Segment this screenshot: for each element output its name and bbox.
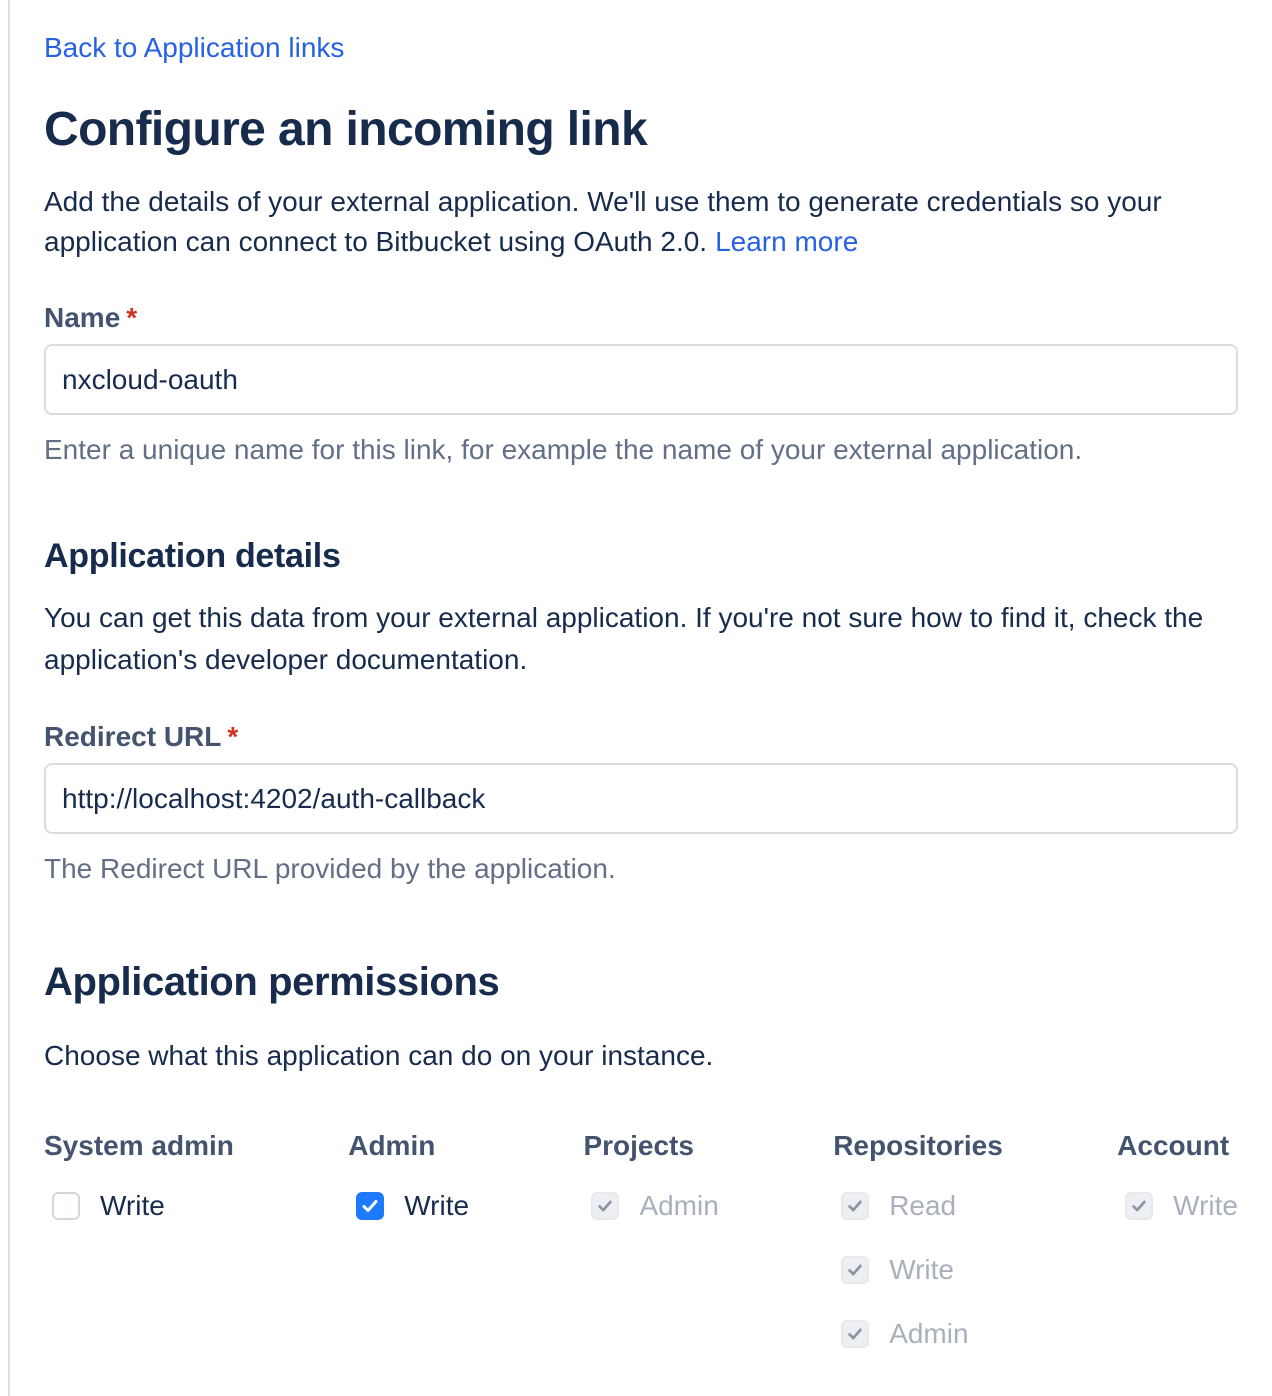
permission-column-header: Projects: [583, 1130, 694, 1161]
checkbox-unchecked[interactable]: [52, 1192, 80, 1220]
checkmark-icon: [846, 1325, 864, 1343]
permission-option-repositories-admin: [833, 1318, 1003, 1350]
permission-column-system-admin: [44, 1130, 234, 1222]
permission-column-header: System admin: [44, 1130, 234, 1161]
redirect-url-input[interactable]: [44, 763, 1238, 834]
permission-column-header: Admin: [348, 1130, 436, 1161]
checkbox-checked-disabled: [841, 1192, 869, 1220]
permission-option-label: Write: [1173, 1190, 1238, 1221]
permissions-grid: [44, 1130, 1238, 1350]
required-asterisk: *: [126, 302, 138, 333]
checkbox-checked[interactable]: [356, 1192, 384, 1220]
checkbox-checked-disabled: [841, 1256, 869, 1284]
learn-more-link[interactable]: Learn more: [715, 226, 859, 257]
checkbox-checked-disabled: [841, 1320, 869, 1348]
checkbox-checked-disabled: [1125, 1192, 1153, 1220]
checkmark-icon: [846, 1197, 864, 1215]
permission-option-label: Read: [889, 1190, 957, 1221]
checkbox-checked-disabled: [591, 1192, 619, 1220]
checkmark-icon: [360, 1196, 380, 1216]
permission-column-admin: [348, 1130, 469, 1222]
permission-option-projects-admin: [583, 1190, 718, 1222]
page-title: Configure an incoming link: [44, 103, 648, 156]
checkmark-icon: [596, 1197, 614, 1215]
name-input[interactable]: [44, 344, 1238, 415]
permission-option-label: Write: [100, 1190, 165, 1221]
application-details-heading: Application details: [44, 537, 341, 575]
application-details-description: You can get this data from your external application. If you're not sure how to find it, check the application's developer documentation.: [44, 602, 1204, 675]
intro-text: Add the details of your external application. We'll use them to generate credentials so your application can connect to Bitbucket using OAuth 2.0.: [44, 186, 1162, 257]
permission-column-repositories: [833, 1130, 1003, 1350]
application-permissions-description: Choose what this application can do on your instance.: [44, 1040, 714, 1071]
permission-option-label: Write: [404, 1190, 470, 1221]
redirect-url-field-label: Redirect URL *: [44, 721, 239, 752]
permission-column-projects: [583, 1130, 718, 1222]
permission-option-repositories-write: [833, 1254, 1003, 1286]
name-field-label: Name *: [44, 302, 138, 333]
permission-option-label: Write: [889, 1254, 955, 1285]
intro-paragraph: [44, 182, 1224, 262]
permission-option-label: Admin: [889, 1318, 969, 1349]
back-to-application-links-link[interactable]: Back to Application links: [44, 32, 345, 63]
permission-option-admin-write[interactable]: [348, 1190, 469, 1222]
permission-option-account-write: [1117, 1190, 1238, 1222]
permission-column-header: Repositories: [833, 1130, 1003, 1161]
checkmark-icon: [1130, 1197, 1148, 1215]
redirect-url-field-hint: The Redirect URL provided by the application.: [44, 853, 616, 884]
permission-option-repositories-read: [833, 1190, 1003, 1222]
checkmark-icon: [846, 1261, 864, 1279]
application-permissions-heading: Application permissions: [44, 960, 500, 1004]
required-asterisk: *: [227, 721, 239, 752]
permission-column-account: [1117, 1130, 1238, 1222]
permission-option-label: Admin: [639, 1190, 719, 1221]
permission-column-header: Account: [1117, 1130, 1230, 1161]
name-field-hint: Enter a unique name for this link, for example the name of your external application.: [44, 434, 1083, 465]
permission-option-system-admin-write[interactable]: [44, 1190, 234, 1222]
